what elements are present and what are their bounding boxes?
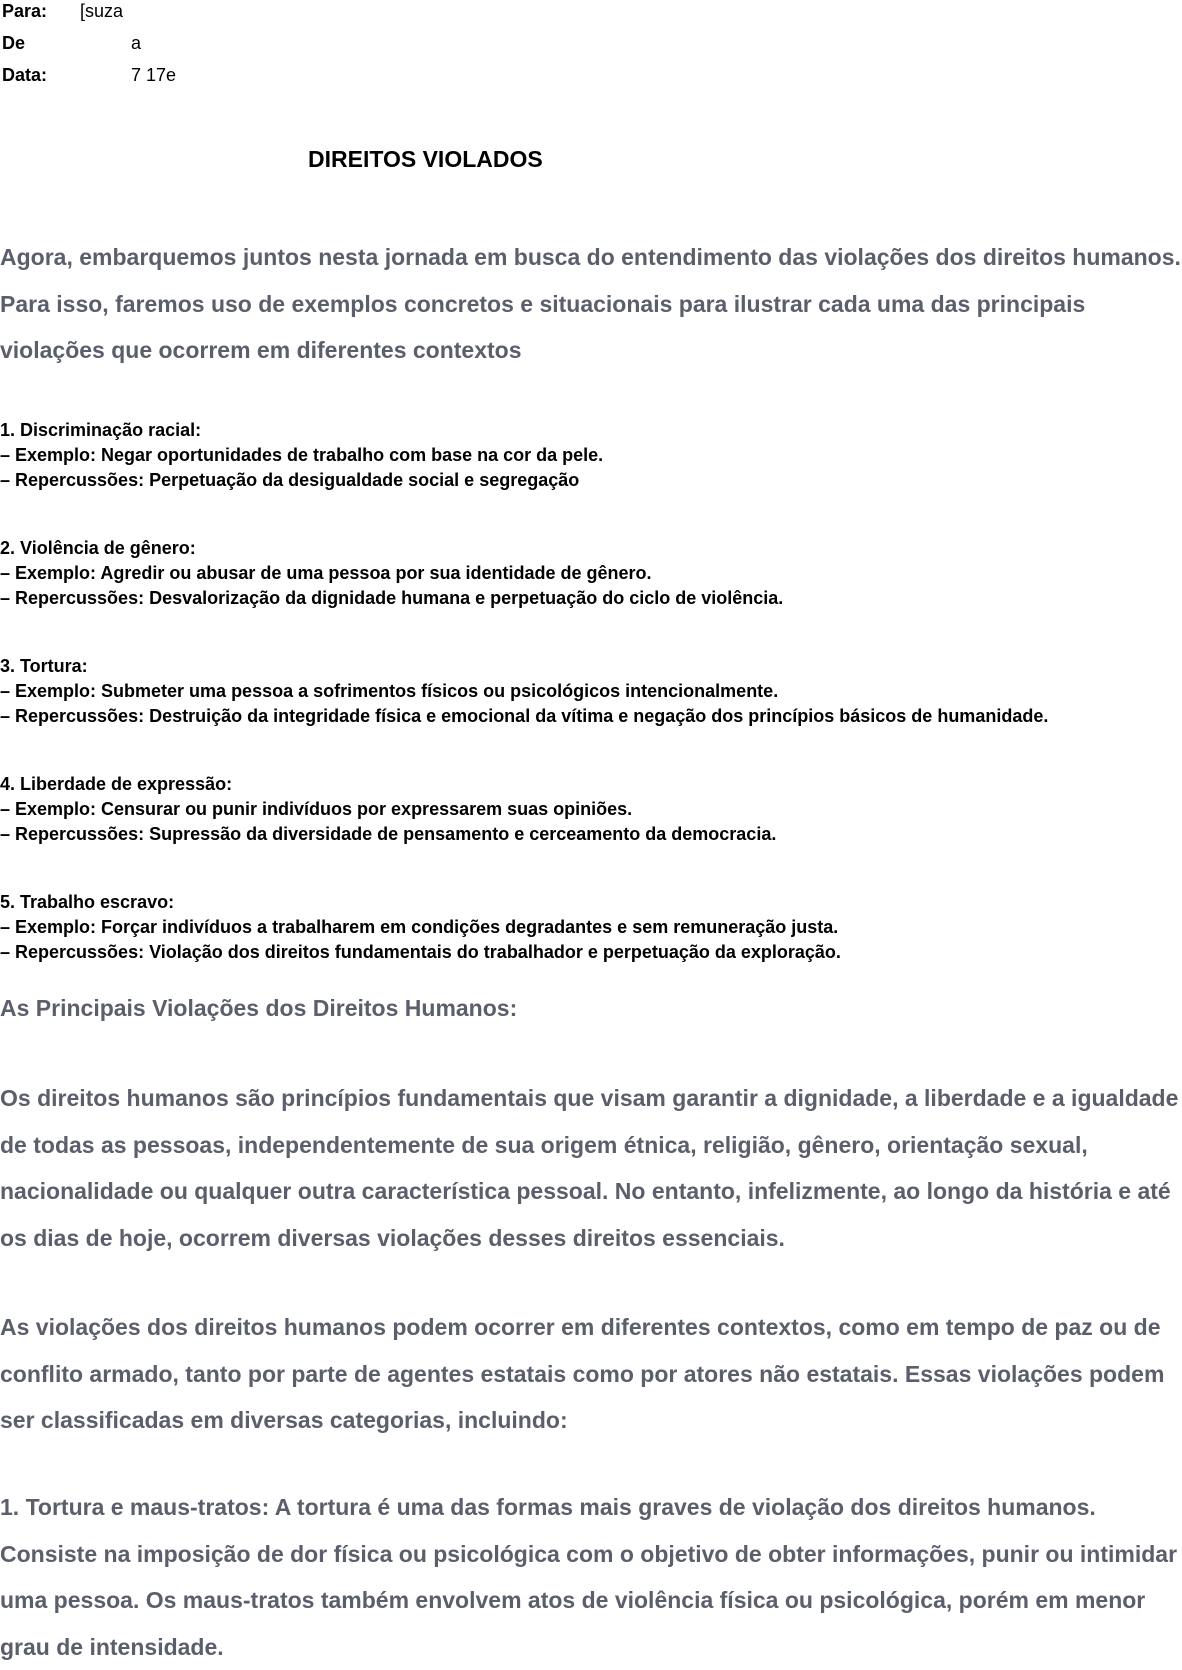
violation-item-1 [0,418,1182,493]
violation-example: – Exemplo: Agredir ou abusar de uma pessoa por sua identidade de gênero. [0,563,652,583]
memo-to-label: Para: [2,1,48,21]
memo-from-label: De [2,33,26,53]
section-heading: As Principais Violações dos Direitos Humanos: [0,995,518,1021]
violation-repercussion: – Repercussões: Violação dos direitos fundamentais do trabalhador e perpetuação da exploração. [0,942,841,962]
violation-heading: 3. Tortura: [0,656,88,676]
violation-item-5 [0,890,1182,965]
violation-repercussion: – Repercussões: Perpetuação da desigualdade social e segregação [0,470,580,490]
memo-to-value: [suza [80,1,124,21]
violation-item-3 [0,654,1182,729]
violation-heading: 4. Liberdade de expressão: [0,774,233,794]
violation-repercussion: – Repercussões: Desvalorização da dignidade humana e perpetuação do ciclo de violência. [0,588,784,608]
violation-repercussion: – Repercussões: Destruição da integridade física e emocional da vítima e negação dos princípios básicos de humanidade. [0,706,1049,726]
memo-date-label: Data: [2,65,48,85]
intro-paragraph: Agora, embarquemos juntos nesta jornada em busca do entendimento das violações dos direitos humanos. Para isso, faremos uso de exemplos concretos e situacionais para ilustrar cada uma das principais violações que ocorrem em diferentes contextos [0,244,1181,363]
violation-example: – Exemplo: Submeter uma pessoa a sofrimentos físicos ou psicológicos intencionalmente. [0,681,779,701]
violation-item-2 [0,536,1182,611]
body-paragraph-2: As violações dos direitos humanos podem ocorrer em diferentes contextos, como em tempo de paz ou de conflito armado, tanto por parte de agentes estatais como por atores não estatais. Essas violações podem ser classificadas em diversas categorias, incluindo: [0,1314,1165,1433]
violation-repercussion: – Repercussões: Supressão da diversidade de pensamento e cerceamento da democracia. [0,824,777,844]
violation-example: – Exemplo: Censurar ou punir indivíduos por expressarem suas opiniões. [0,799,633,819]
violation-item-4 [0,772,1182,847]
memo-date-value: 7 17e [131,65,177,85]
violation-heading: 2. Violência de gênero: [0,538,196,558]
violation-heading: 1. Discriminação racial: [0,420,202,440]
body-paragraph-1: Os direitos humanos são princípios fundamentais que visam garantir a dignidade, a liberdade e a igualdade de todas as pessoas, independentemente de sua origem étnica, religião, gênero, orientação sexual, nacionalidade ou qualquer outra característica pessoal. No entanto, infelizmente, ao longo da história e até os dias de hoje, ocorrem diversas violações desses direitos essenciais. [0,1085,1179,1251]
memo-from-value: a [131,33,142,53]
violation-example: – Exemplo: Forçar indivíduos a trabalharem em condições degradantes e sem remuneração justa. [0,917,839,937]
violation-example: – Exemplo: Negar oportunidades de trabalho com base na cor da pele. [0,445,604,465]
violation-heading: 5. Trabalho escravo: [0,892,175,912]
document-title: DIREITOS VIOLADOS [308,146,543,172]
body-paragraph-3: 1. Tortura e maus-tratos: A tortura é uma das formas mais graves de violação dos direitos humanos. Consiste na imposição de dor física ou psicológica com o objetivo de obter informações, punir ou intimidar uma pessoa. Os maus-tratos também envolvem atos de violência física ou psicológica, porém em menor grau de intensidade. [0,1494,1178,1660]
